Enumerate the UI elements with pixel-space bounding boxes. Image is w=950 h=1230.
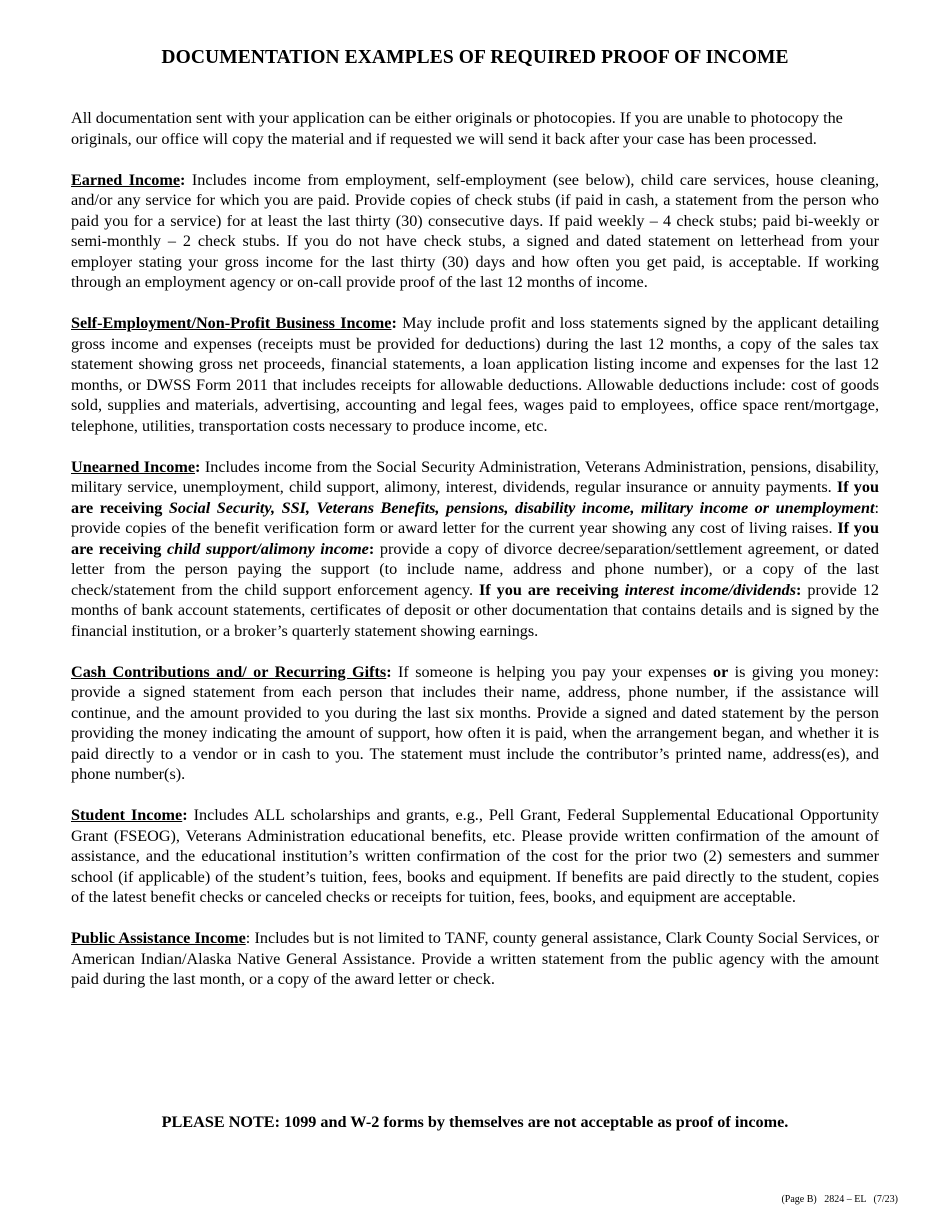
unearned-income-paragraph: Unearned Income: Includes income from the Social Security Administration, Veterans Administration, pensions, disability, military service, unemployment, child support, alimony, interest, dividends, regular insurance or annuity payments. If you are receiving Social Security, SSI, Veterans Benefits, pensions, disability income, military income or unemployment: provide copies of the benefit verification form or award letter for the current year showing any cost of living raises. If you are receiving child support/alimony income: provide a copy of divorce decree/separation/settlement agreement, or dated letter from the person paying the support (to include name, address and phone number), or a copy of the last check/statement from the child support enforcement agency. If you are receiving interest income/dividends: provide 12 months of bank account statements, certificates of deposit or other documentation that contains details and is signed by the financial institution, or a broker’s quarterly statement showing earnings. xyxy=(71,457,880,640)
public-assistance-paragraph: Public Assistance Income: Includes but is not limited to TANF, county general assistance, Clark County Social Services, or American Indian/Alaska Native General Assistance. Provide a written statement from the public agency with the amount paid during the last month, or a copy of the award letter or check. xyxy=(71,929,879,988)
please-note: PLEASE NOTE: 1099 and W-2 forms by themselves are not acceptable as proof of income. xyxy=(161,1113,789,1131)
earned-income-heading: Earned Income xyxy=(71,170,180,189)
student-income-heading: Student Income xyxy=(71,806,183,824)
intro-paragraph: All documentation sent with your application can be either originals or photocopies. If you are unable to photocopy the originals, our office will copy the material and if requested we will send it back after your case has been processed. xyxy=(71,109,843,148)
self-employment-paragraph: Self-Employment/Non-Profit Business Income: May include profit and loss statements signed by the applicant detailing gross income and expenses (receipts must be provided for deductions) during the last 12 months, a copy of the sales tax statement showing gross net proceeds, financial statements, a loan application listing income and expenses for the last 12 months, or DWSS Form 2011 that includes receipts for allowable deductions. Allowable deductions include: cost of goods sold, supplies and materials, advertising, accounting and legal fees, wages paid to employees, office space rent/mortgage, telephone, utilities, transportation costs necessary to produce income, etc. xyxy=(71,314,879,435)
student-income-paragraph: Student Income: Includes ALL scholarships and grants, e.g., Pell Grant, Federal Supplemental Educational Opportunity Grant (FSEOG), Veterans Administration educational benefits, etc. Please provide written confirmation of the amount of assistance, and the educational institution’s written confirmation of the cost for the prior two (2) semesters and summer school (if applicable) of the student’s tuition, fees, books and equipment. If benefits are paid directly to the student, copies of the latest benefit checks or canceled checks or receipts for tuition, fees, books, and equipment are acceptable. xyxy=(71,806,879,906)
cash-contributions-paragraph: Cash Contributions and/ or Recurring Gifts: If someone is helping you pay your expenses or is giving you money: provide a signed statement from each person that includes their name, address, phone number, if the assistance will continue, and the amount provided to you during the last six months. Provide a signed and dated statement by the person providing the money indicating the amount of support, how often it is paid, when the arrangement began, and whether it is paid directly to a vendor or in cash to you. The statement must include the contributor’s printed name, address(es), and phone number(s). xyxy=(71,662,879,783)
cash-contributions-heading: Cash Contributions and/ or Recurring Gifts xyxy=(71,662,387,681)
page-footer: (Page B) 2824 – EL (7/23) xyxy=(781,1194,898,1205)
page-title: DOCUMENTATION EXAMPLES OF REQUIRED PROOF OF INCOME xyxy=(161,47,789,68)
earned-income-paragraph: Earned Income: Includes income from employment, self-employment (see below), child care services, house cleaning, and/or any service for which you are paid. Provide copies of check stubs (if paid in cash, a statement from the person who paid you for a service) for at least the last thirty (30) consecutive days. If paid weekly – 4 check stubs; paid bi-weekly or semi-monthly – 2 check stubs. If you do not have check stubs, a signed and dated statement on letterhead from your employer stating your gross income for the last thirty (30) days and how often you get paid, is acceptable. If working through an employment agency or on-call provide proof of the last 12 months of income. xyxy=(71,170,879,291)
public-assistance-heading: Public Assistance Income xyxy=(71,929,246,947)
document-body xyxy=(71,108,879,1010)
self-employment-heading: Self-Employment/Non-Profit Business Income xyxy=(71,314,392,332)
unearned-income-heading: Unearned Income xyxy=(71,457,196,476)
